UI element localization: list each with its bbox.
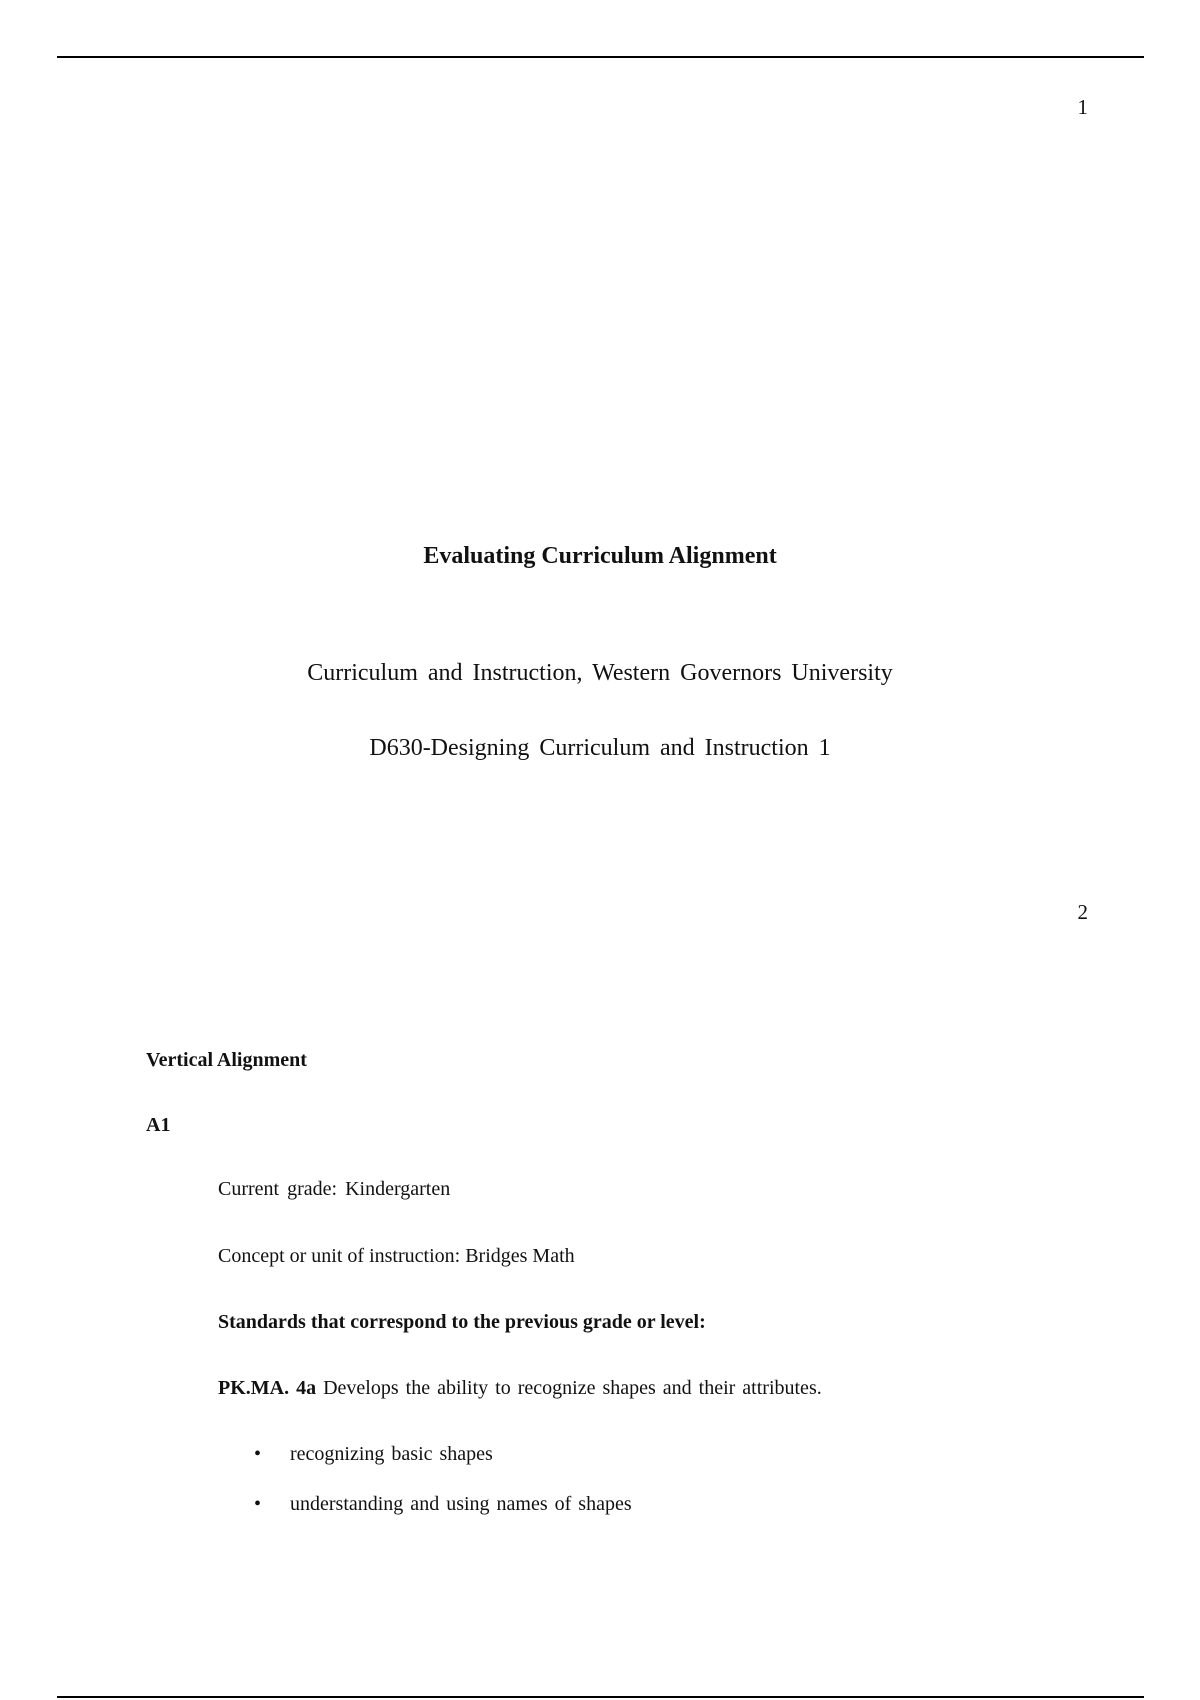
bullet-icon: • <box>254 1493 262 1515</box>
affiliation-line: Curriculum and Instruction, Western Governors University <box>307 660 893 686</box>
standards-heading: Standards that correspond to the previous grade or level: <box>218 1311 706 1333</box>
bullet-icon: • <box>254 1443 262 1465</box>
standard-code: PK.MA. 4a <box>218 1377 317 1399</box>
concept-line: Concept or unit of instruction: Bridges Math <box>218 1245 575 1267</box>
page-number: 2 <box>1077 900 1088 924</box>
standard-line <box>218 1376 822 1400</box>
list-item-text: understanding and using names of shapes <box>290 1493 632 1515</box>
current-grade-line: Current grade: Kindergarten <box>218 1178 451 1200</box>
course-line: D630-Designing Curriculum and Instruction 1 <box>369 735 831 761</box>
list-item-text: recognizing basic shapes <box>290 1443 493 1465</box>
page-number: 1 <box>1077 95 1088 119</box>
section-heading: Vertical Alignment <box>146 1049 307 1071</box>
subsection-heading: A1 <box>146 1114 171 1136</box>
page-top-border <box>57 56 1144 58</box>
document-title: Evaluating Curriculum Alignment <box>423 543 777 569</box>
page-bottom-border <box>57 1696 1144 1698</box>
standard-description: Develops the ability to recognize shapes and their attributes. <box>316 1377 822 1399</box>
